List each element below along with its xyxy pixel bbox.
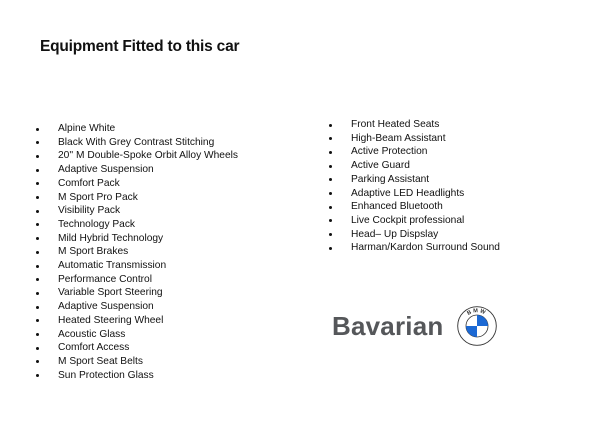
equipment-left-item: Black With Grey Contrast Stitching [36,136,238,150]
equipment-right-item: Head– Up Dispslay [329,228,500,242]
equipment-left-item: Variable Sport Steering [36,286,238,300]
equipment-right-item: High-Beam Assistant [329,132,500,146]
equipment-left-item: Adaptive Suspension [36,163,238,177]
equipment-list-right [329,118,500,255]
equipment-right-item: Active Protection [329,145,500,159]
equipment-left-item: Mild Hybrid Technology [36,232,238,246]
equipment-left-item: M Sport Seat Belts [36,355,238,369]
equipment-right-item: Adaptive LED Headlights [329,187,500,201]
equipment-left-item: 20'' M Double-Spoke Orbit Alloy Wheels [36,149,238,163]
equipment-right-item: Front Heated Seats [329,118,500,132]
equipment-right-item: Live Cockpit professional [329,214,500,228]
equipment-left-item: M Sport Brakes [36,245,238,259]
dealer-logo [332,306,497,346]
equipment-left-item: Comfort Access [36,341,238,355]
equipment-right-item: Active Guard [329,159,500,173]
page-title: Equipment Fitted to this car [40,38,240,55]
equipment-left-item: Heated Steering Wheel [36,314,238,328]
bmw-roundel-icon [457,306,497,346]
equipment-list-left [36,122,238,382]
equipment-left-item: Performance Control [36,273,238,287]
equipment-left-item: Alpine White [36,122,238,136]
equipment-left-item: Adaptive Suspension [36,300,238,314]
equipment-right-item: Enhanced Bluetooth [329,200,500,214]
equipment-right-item: Parking Assistant [329,173,500,187]
equipment-left-item: Sun Protection Glass [36,369,238,383]
equipment-left-item: Automatic Transmission [36,259,238,273]
dealer-name: Bavarian [332,310,444,341]
equipment-left-item: Acoustic Glass [36,328,238,342]
equipment-right-item: Harman/Kardon Surround Sound [329,241,500,255]
svg-text:BMW: BMW [466,308,489,317]
equipment-left-item: Visibility Pack [36,204,238,218]
equipment-left-item: M Sport Pro Pack [36,191,238,205]
equipment-left-item: Technology Pack [36,218,238,232]
equipment-left-item: Comfort Pack [36,177,238,191]
